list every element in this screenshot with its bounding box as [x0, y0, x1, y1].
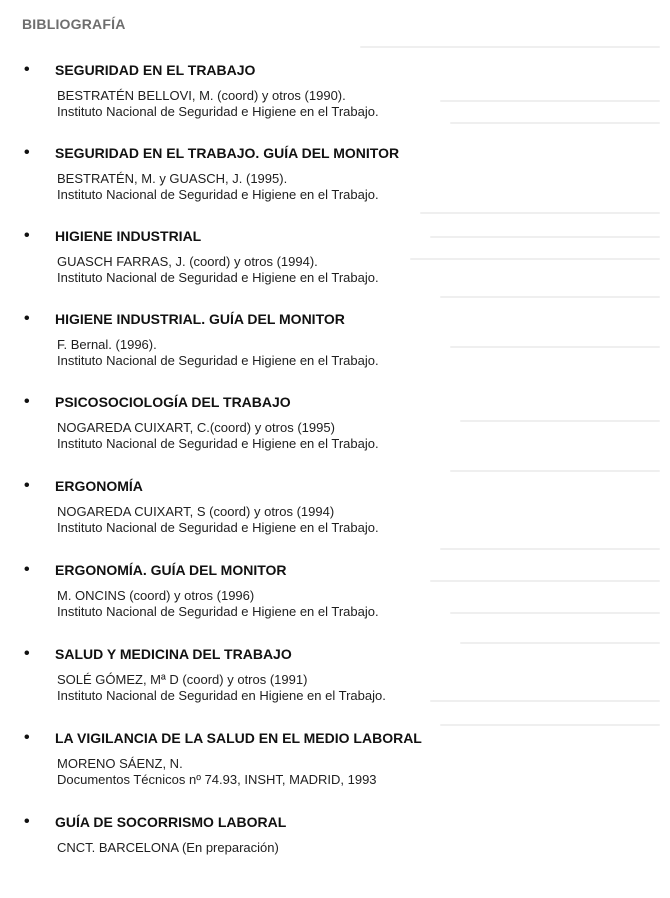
- list-item: [0, 478, 670, 562]
- entry-title: SEGURIDAD EN EL TRABAJO. GUÍA DEL MONITOR: [55, 145, 400, 161]
- entry-author: NOGAREDA CUIXART, C.(coord) y otros (1995): [57, 420, 335, 435]
- entry-source: Instituto Nacional de Seguridad e Higiene en el Trabajo.: [57, 436, 379, 451]
- list-item: [0, 730, 670, 814]
- entry-title: HIGIENE INDUSTRIAL: [55, 228, 202, 244]
- entry-title: LA VIGILANCIA DE LA SALUD EN EL MEDIO LABORAL: [55, 730, 422, 746]
- entry-source: Instituto Nacional de Seguridad e Higiene en el Trabajo.: [57, 604, 379, 619]
- entry-author: BESTRATÉN, M. y GUASCH, J. (1995).: [57, 171, 288, 186]
- entry-source: Instituto Nacional de Seguridad e Higiene en el Trabajo.: [57, 104, 379, 119]
- entry-author: SOLÉ GÓMEZ, Mª D (coord) y otros (1991): [57, 672, 308, 687]
- bullet-icon: •: [24, 310, 30, 327]
- list-item: [0, 62, 670, 145]
- list-item: [0, 311, 670, 394]
- entry-title: PSICOSOCIOLOGÍA DEL TRABAJO: [55, 394, 291, 410]
- list-item: [0, 562, 670, 646]
- list-item: [0, 646, 670, 730]
- entry-author: M. ONCINS (coord) y otros (1996): [57, 588, 255, 603]
- entry-title: SALUD Y MEDICINA DEL TRABAJO: [55, 646, 292, 662]
- bullet-icon: •: [24, 813, 30, 830]
- list-item: [0, 814, 670, 898]
- entry-author: NOGAREDA CUIXART, S (coord) y otros (1994): [57, 504, 335, 519]
- bullet-icon: •: [24, 227, 30, 244]
- page-title: BIBLIOGRAFÍA: [22, 16, 126, 32]
- bullet-icon: •: [24, 144, 30, 161]
- entry-author: GUASCH FARRAS, J. (coord) y otros (1994).: [57, 254, 318, 269]
- entry-source: Instituto Nacional de Seguridad e Higiene en el Trabajo.: [57, 353, 379, 368]
- entry-source: Documentos Técnicos nº 74.93, INSHT, MADRID, 1993: [57, 772, 377, 787]
- list-item: [0, 394, 670, 478]
- bibliography-list: [0, 62, 670, 898]
- bullet-icon: •: [24, 645, 30, 662]
- entry-title: SEGURIDAD EN EL TRABAJO: [55, 62, 256, 78]
- entry-source: Instituto Nacional de Seguridad en Higiene en el Trabajo.: [57, 688, 386, 703]
- bullet-icon: •: [24, 393, 30, 410]
- entry-title: ERGONOMÍA: [55, 478, 143, 494]
- entry-author: BESTRATÉN BELLOVI, M. (coord) y otros (1990).: [57, 88, 346, 103]
- bullet-icon: •: [24, 477, 30, 494]
- list-item: [0, 145, 670, 228]
- bullet-icon: •: [24, 561, 30, 578]
- entry-title: HIGIENE INDUSTRIAL. GUÍA DEL MONITOR: [55, 311, 345, 327]
- entry-source: Instituto Nacional de Seguridad e Higiene en el Trabajo.: [57, 520, 379, 535]
- entry-author: F. Bernal. (1996).: [57, 337, 157, 352]
- entry-source: Instituto Nacional de Seguridad e Higiene en el Trabajo.: [57, 187, 379, 202]
- entry-author: CNCT. BARCELONA (En preparación): [57, 840, 279, 855]
- entry-title: GUÍA DE SOCORRISMO LABORAL: [55, 814, 287, 830]
- entry-author: MORENO SÁENZ, N.: [57, 756, 183, 771]
- bullet-icon: •: [24, 61, 30, 78]
- bullet-icon: •: [24, 729, 30, 746]
- list-item: [0, 228, 670, 311]
- entry-title: ERGONOMÍA. GUÍA DEL MONITOR: [55, 562, 287, 578]
- entry-source: Instituto Nacional de Seguridad e Higiene en el Trabajo.: [57, 270, 379, 285]
